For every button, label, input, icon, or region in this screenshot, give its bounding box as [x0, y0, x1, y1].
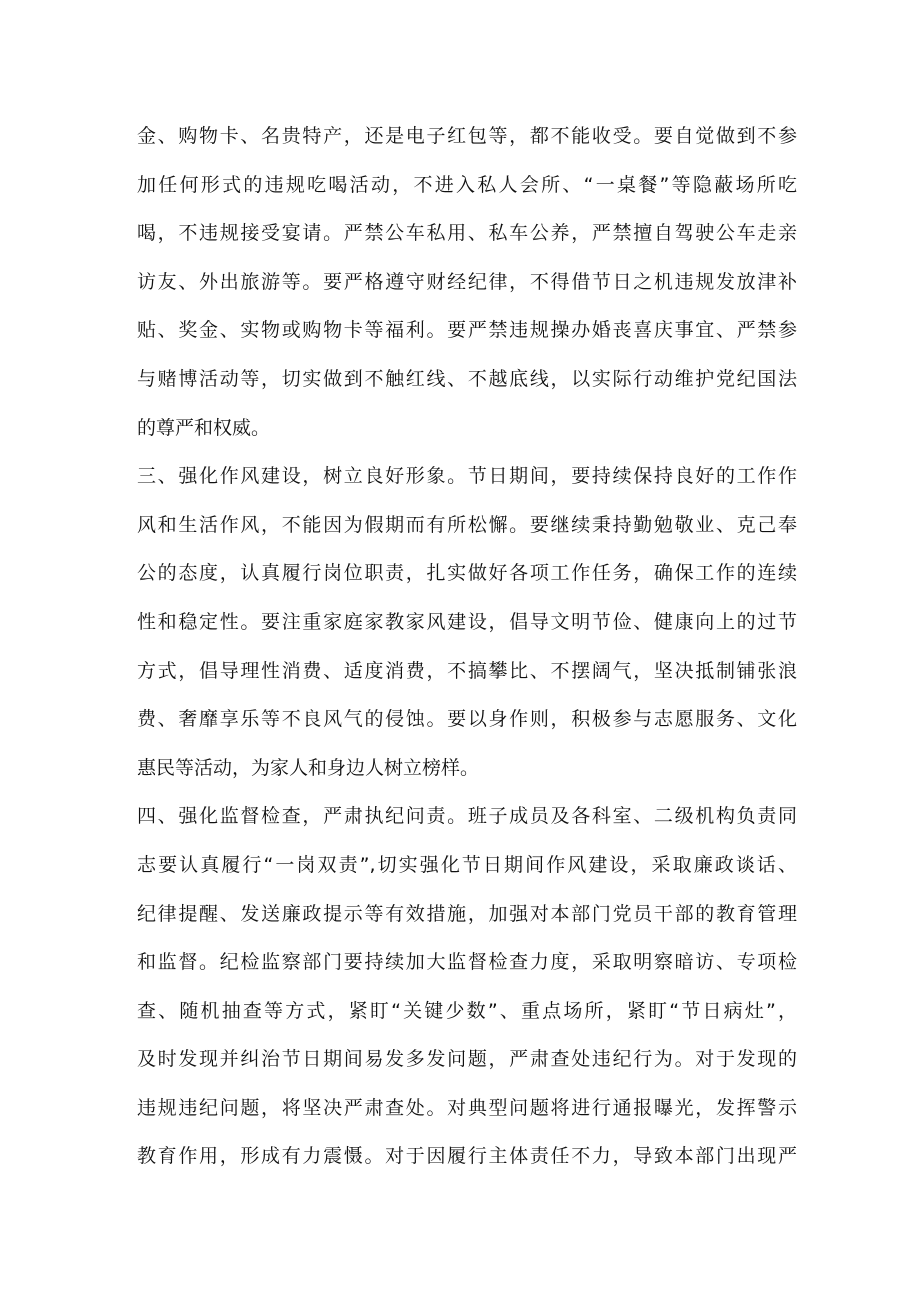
- text-line: 查、随机抽查等方式，紧盯“关键少数”、重点场所，紧盯“节日病灶”，: [137, 999, 797, 1022]
- text-line: 的尊严和权威。: [137, 416, 271, 439]
- text-line: 三、强化作风建设，树立良好形象。节日期间，要持续保持良好的工作作: [137, 465, 797, 488]
- text-line: 方式，倡导理性消费、适度消费，不搞攀比、不摆阔气，坚决抵制铺张浪: [137, 659, 797, 682]
- text-line: 惠民等活动，为家人和身边人树立榜样。: [137, 756, 480, 779]
- text-line: 费、奢靡享乐等不良风气的侵蚀。要以身作则，积极参与志愿服务、文化: [137, 708, 797, 731]
- text-line: 违规违纪问题，将坚决严肃查处。对典型问题将进行通报曝光，发挥警示: [137, 1096, 797, 1119]
- text-line: 性和稳定性。要注重家庭家教家风建设，倡导文明节俭、健康向上的过节: [137, 610, 797, 633]
- body-text: [137, 112, 797, 1181]
- text-line: 和监督。纪检监察部门要持续加大监督检查力度，采取明察暗访、专项检: [137, 951, 797, 974]
- text-line: 公的态度，认真履行岗位职责，扎实做好各项工作任务，确保工作的连续: [137, 562, 797, 585]
- text-line: 四、强化监督检查，严肃执纪问责。班子成员及各科室、二级机构负责同: [137, 805, 797, 828]
- text-line: 风和生活作风，不能因为假期而有所松懈。要继续秉持勤勉敬业、克己奉: [137, 513, 797, 536]
- text-line: 与赌博活动等，切实做到不触红线、不越底线，以实际行动维护党纪国法: [137, 367, 797, 390]
- text-line: 喝，不违规接受宴请。严禁公车私用、私车公养，严禁擅自驾驶公车走亲: [137, 222, 797, 245]
- text-line: 访友、外出旅游等。要严格遵守财经纪律，不得借节日之机违规发放津补: [137, 270, 797, 293]
- text-line: 纪律提醒、发送廉政提示等有效措施，加强对本部门党员干部的教育管理: [137, 902, 797, 925]
- text-line: 贴、奖金、实物或购物卡等福利。要严禁违规操办婚丧喜庆事宜、严禁参: [137, 319, 797, 342]
- text-line: 志要认真履行“一岗双责”,切实强化节日期间作风建设，采取廉政谈话、: [137, 853, 797, 876]
- text-line: 金、购物卡、名贵特产，还是电子红包等，都不能收受。要自觉做到不参: [137, 125, 797, 147]
- text-line: 及时发现并纠治节日期间易发多发问题，严肃查处违纪行为。对于发现的: [137, 1048, 797, 1071]
- text-line: 加任何形式的违规吃喝活动，不进入私人会所、“一桌餐”等隐蔽场所吃: [137, 173, 797, 196]
- text-line: 教育作用，形成有力震慑。对于因履行主体责任不力，导致本部门出现严: [137, 1145, 797, 1168]
